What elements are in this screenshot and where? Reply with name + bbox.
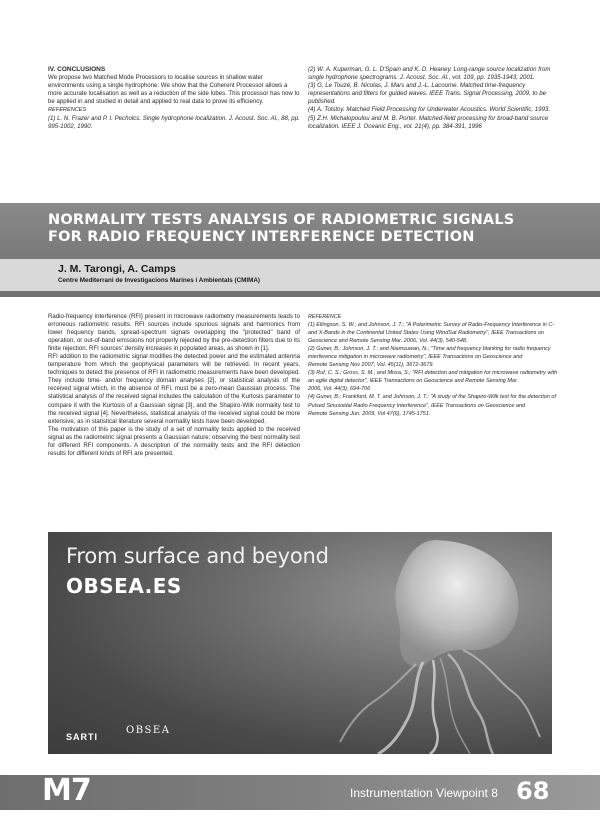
publication-name: Instrumentation Viewpoint 8 bbox=[350, 786, 498, 800]
article-title-line: NORMALITY TESTS ANALYSIS OF RADIOMETRIC SIGNALS bbox=[48, 212, 515, 228]
article-title-line: FOR RADIO FREQUENCY INTERFERENCE DETECTION bbox=[48, 229, 475, 245]
reference-item: (2) Guner, B.; Johnson, J. T.; and Niamsuwan, N.; "Time and frequency blanking for radio frequency interference mitigation in microwave radiometry", IEEE Transactions on Geoscience and bbox=[308, 346, 551, 361]
reference-item: (2) W. A. Kuperman, G. L. D'Spain and K. D. Heaney. Long-range source localization from single hydrophone spectrograms. J. Acoust. Soc. Al., vol. 109, pp. 1935-1943, 2001. bbox=[308, 66, 551, 82]
obsea-logo: OBSEA bbox=[126, 725, 171, 736]
reference-item: (5) Z.H. Michalopoulou and M. B. Porter. Matched-field processing for broad-band source localization. IEEE J. Oceanic Eng., vol. 21(4), pp. 384-391, 1996 bbox=[308, 114, 549, 130]
article-authors: J. M. Tarongi, A. Camps bbox=[58, 263, 176, 275]
article-references bbox=[308, 313, 563, 418]
reference-item: (1) Ellingson, S. W.; and Johnson, J. T.; "A Polarimetric Survey of Radio-Frequency Interference in C- and X-Bands in the Continental United States Using WindSat Radiometry", IEEE Transactions on Geoscience and Remote Sensing Mar. 2006, Vol. 44(3), 540-548. bbox=[308, 322, 555, 345]
reference-item: (4) Guner, B.; Frankford, M. T. and Johnson, J. T.; "A study of the Shapiro-Wilk test for the detection of Pulsed Sinusoidal Radio Frequency Interference", IEEE Transactions on Geoscience and bbox=[308, 394, 556, 409]
reference-item: 2006, Vol. 44(3), 694-706 bbox=[308, 386, 371, 393]
body-paragraph: Radio-frequency interference (RFI) present in microwave radiometry measurements leads to erroneous radiometric results. RFI sources include spurious signals and harmonics from lower frequency bands, spread-spectrum signals overlapping the "protected" band of operation, or out-of-band emissions not properly rejected by the pre-detection filters due to its finite rejection. RFI sources' density increases in populated areas, as shown in [1]. bbox=[48, 313, 300, 353]
ad-site: OBSEA.ES bbox=[66, 574, 182, 598]
sarti-logo: SARTI bbox=[66, 732, 98, 742]
article-title bbox=[48, 212, 568, 246]
conclusions-text: We propose two Matched Mode Processors to localise sources in shallow water environments using a single hydrophone. We show that the Coherent Processor allows a more accurate localisation as well as a reduction of the side lobes. This processor has now to be applied in and studied in detail and applied to real data to prove its efficiency. bbox=[48, 74, 300, 106]
article-body bbox=[48, 313, 300, 458]
reference-item: (4) A. Tolstoy. Matched Field Processing for Underwater Acoustics. World Scientific, 1993. bbox=[308, 106, 551, 114]
section-title: IV. CONCLUSIONS bbox=[48, 66, 106, 73]
reference-item: Remote Sensing Jun. 2009, Vol 47(6), 1745-1751. bbox=[308, 410, 431, 417]
section-code: M7 bbox=[42, 773, 91, 808]
obsea-advertisement bbox=[48, 532, 552, 754]
previous-article-references bbox=[308, 66, 558, 131]
reference-item: (3) G. Le Touzé, B. Nicolas, J. Mars and J.-L. Lacoume. Matched time-frequency representations and filters for guided waves. IEEE Trans. Signal Processing, 2009, to be published. bbox=[308, 82, 547, 106]
previous-article-conclusions bbox=[48, 66, 300, 131]
references-label: REFERENCES bbox=[48, 107, 87, 114]
page-number: 68 bbox=[516, 777, 550, 805]
ad-tagline: From surface and beyond bbox=[66, 544, 329, 568]
body-paragraph: The motivation of this paper is the study of a set of normality tests applied to the received signal as the radiometric signal presents a Gaussian nature; observing the best normality test for different RFI components. A description of the normality tests and the RFI detection results for different kinds of RFI are presented. bbox=[48, 425, 300, 457]
body-paragraph: RFI addition to the radiometric signal modifies the detected power and the estimated antenna temperature from which the geophysical parameters will be retrieved. In recent years, techniques to detect the presence of RFI in radiometric measurements have been developed. They include time- and/or frequency domain analyses [2], or statistical analysis of the received signal which, in the absence of RFI, must be a zero-mean Gaussian process. The statistical analysis of the received signal includes the calculation of the Kurtosis parameter to compare it with the Kurtosis of a Gaussian signal [3], and the Shapiro-Wilk normality test to the received signal [4]. Nevertheless, statistical analysis of the received signal could be more extensive, as in statistical literature several normality tests have been developed. bbox=[48, 353, 300, 425]
reference-label: REFERENCE bbox=[308, 314, 342, 320]
reference-item: (1) L. N. Frazer and P. I. Pecholcs. Single hydrophone localization. J. Acoust. Soc. Al., 88, pp. 995-1002, 1990. bbox=[48, 114, 300, 130]
reference-item: Remote Sensing Nov 2007, Vol. 45(11), 3672-3679. bbox=[308, 362, 434, 369]
jellyfish-image bbox=[318, 532, 552, 754]
reference-item: (3) Ruf, C. S.; Gross, S. M.; and Misra, S.; "RFI detection and mitigation for microwave radiometry with an agile digital detector", IEEE Transactions on Geoscience and Remote Sensing Mar. bbox=[308, 370, 558, 385]
article-affiliation: Centre Mediterrani de Investigacions Marines i Ambientals (CMIMA) bbox=[58, 277, 261, 284]
